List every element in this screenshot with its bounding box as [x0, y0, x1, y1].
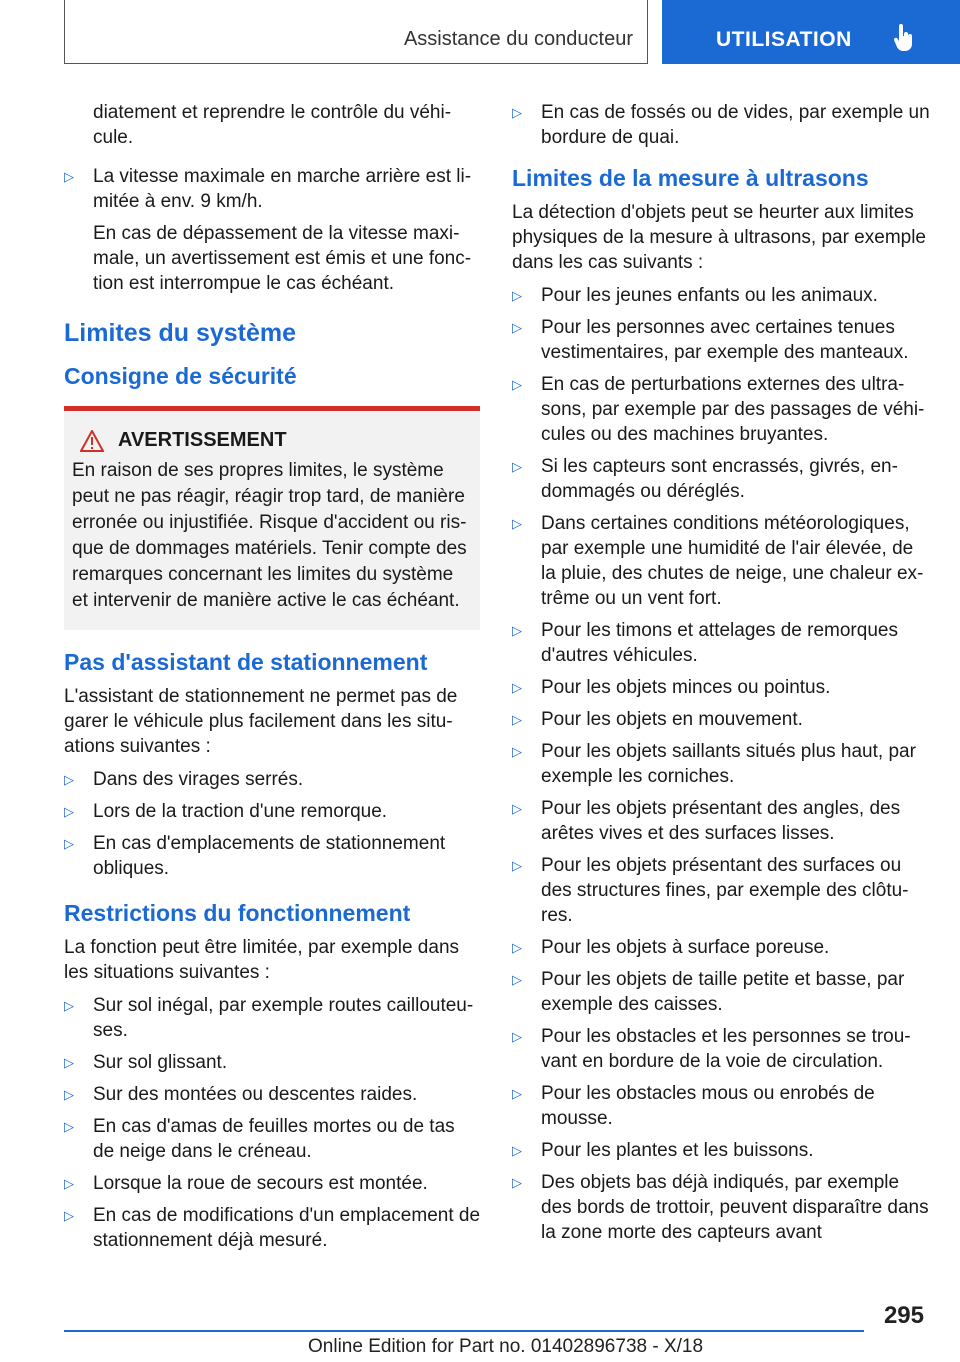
restrict-list [64, 993, 480, 1253]
footer-edition: Online Edition for Part no. 01402896738 - X/18 [308, 1336, 704, 1357]
triangle-bullet-icon: ▷ [64, 1087, 74, 1102]
warning-box [64, 406, 480, 630]
triangle-bullet-icon: ▷ [512, 459, 522, 474]
list-item-text: En cas d'emplacements de stationnement obliques. [93, 833, 446, 879]
list-item [512, 935, 932, 960]
triangle-bullet-icon: ▷ [512, 972, 522, 987]
list-item [64, 831, 480, 881]
triangle-bullet-icon: ▷ [512, 858, 522, 873]
warning-title: AVERTISSEMENT [118, 429, 287, 451]
triangle-bullet-icon: ▷ [512, 712, 522, 727]
list-item [512, 1138, 932, 1163]
triangle-bullet-icon: ▷ [512, 1143, 522, 1158]
list-item [512, 796, 932, 846]
triangle-bullet-icon: ▷ [64, 804, 74, 819]
triangle-bullet-icon: ▷ [512, 1029, 522, 1044]
list-item [512, 675, 932, 700]
list-item-text: Pour les objets à surface poreuse. [541, 937, 830, 958]
list-item [64, 1082, 480, 1107]
header-tab-label: UTILISATION [716, 28, 852, 51]
triangle-bullet-icon: ▷ [64, 1208, 74, 1223]
warning-text: En raison de ses propres limites, le système peut ne pas réagir, réagir trop tard, de manière erronée ou injustifiée. Risque d'accident ou ris-que de dommages matériels. Tenir compte des remarques concernant les limites du système et intervenir de manière active le cas échéant. [72, 460, 467, 611]
list-item [512, 618, 932, 668]
triangle-bullet-icon: ▷ [64, 1176, 74, 1191]
triangle-bullet-icon: ▷ [64, 998, 74, 1013]
triangle-bullet-icon: ▷ [512, 744, 522, 759]
list-item [512, 100, 932, 150]
list-item-text: La vitesse maximale en marche arrière est li-mitée à env. 9 km/h. [93, 166, 472, 212]
list-item-text: En cas d'amas de feuilles mortes ou de tas de neige dans le créneau. [93, 1116, 455, 1162]
list-item-text: Pour les objets présentant des angles, des arêtes vives et des surfaces lisses. [541, 798, 901, 844]
list-item [512, 1081, 932, 1131]
list-item-text: Pour les obstacles mous ou enrobés de mousse. [541, 1083, 875, 1129]
list-item-text: Dans certaines conditions météorologiques, par exemple une humidité de l'air élevée, de la pluie, des chutes de neige, une chaleur ex-trême ou un vent fort. [541, 513, 924, 609]
list-item-text: Pour les jeunes enfants ou les animaux. [541, 285, 878, 306]
list-item-text: Sur des montées ou descentes raides. [93, 1084, 418, 1105]
list-item [512, 1024, 932, 1074]
top-list [512, 100, 932, 150]
triangle-bullet-icon: ▷ [512, 516, 522, 531]
ultra-list [512, 283, 932, 1245]
triangle-bullet-icon: ▷ [512, 288, 522, 303]
speed-list [64, 164, 480, 296]
ultra-intro: La détection d'objets peut se heurter aux limites physiques de la mesure à ultrasons, par exemple dans les cas suivants : [512, 202, 927, 273]
list-item [512, 283, 932, 308]
header-tab-utilisation[interactable] [662, 0, 960, 64]
list-item [64, 1171, 480, 1196]
list-item-text: Pour les objets en mouvement. [541, 709, 803, 730]
list-item-text: Dans des virages serrés. [93, 769, 304, 790]
triangle-bullet-icon: ▷ [64, 169, 74, 184]
list-item-text: Pour les objets présentant des surfaces ou des structures fines, par exemple des clôtu-res. [541, 855, 909, 926]
triangle-bullet-icon: ▷ [512, 320, 522, 335]
heading-restrictions: Restrictions du fonctionnement [64, 900, 411, 926]
list-item-text: Des objets bas déjà indiqués, par exemple des bords de trottoir, peuvent disparaître dans la zone morte des capteurs avant [541, 1172, 929, 1243]
triangle-bullet-icon: ▷ [512, 940, 522, 955]
triangle-bullet-icon: ▷ [512, 105, 522, 120]
list-item-text: En cas de perturbations externes des ultra-sons, par exemple par des passages de véhi-cules ou des machines bruyantes. [541, 374, 925, 445]
triangle-bullet-icon: ▷ [512, 1086, 522, 1101]
list-item-text: Sur sol glissant. [93, 1052, 228, 1073]
list-item [512, 315, 932, 365]
heading-system-limits: Limites du système [64, 319, 297, 347]
list-item-text: Pour les timons et attelages de remorques d'autres véhicules. [541, 620, 898, 666]
triangle-bullet-icon: ▷ [512, 680, 522, 695]
continued-text: diatement et reprendre le contrôle du véhi-cule. [93, 102, 452, 148]
list-item [512, 454, 932, 504]
list-item-text: Pour les objets minces ou pointus. [541, 677, 831, 698]
list-item [512, 707, 932, 732]
list-item [512, 1170, 932, 1245]
left-column [64, 100, 480, 1260]
list-item-text: En cas de modifications d'un emplacement de stationnement déjà mesuré. [93, 1205, 481, 1251]
list-item-text: Lors de la traction d'une remorque. [93, 801, 388, 822]
warning-title-row [72, 429, 472, 452]
footer-divider [64, 1330, 864, 1332]
list-item [64, 1203, 480, 1253]
hand-pointer-icon [893, 24, 915, 52]
triangle-bullet-icon: ▷ [512, 801, 522, 816]
list-item-text: Pour les obstacles et les personnes se trou-vant en bordure de la voie de circulation. [541, 1026, 911, 1072]
list-item-text: Si les capteurs sont encrassés, givrés, en-dommagés ou déréglés. [541, 456, 898, 502]
list-item [64, 767, 480, 792]
list-item [512, 967, 932, 1017]
list-item-text: Pour les personnes avec certaines tenues vestimentaires, par exemple des manteaux. [541, 317, 909, 363]
heading-safety: Consigne de sécurité [64, 363, 297, 389]
list-item-text: En cas de fossés ou de vides, par exemple un bordure de quai. [541, 102, 930, 148]
triangle-bullet-icon: ▷ [64, 1119, 74, 1134]
list-item [64, 164, 480, 296]
list-item-text: Pour les objets de taille petite et basse, par exemple des caisses. [541, 969, 905, 1015]
triangle-bullet-icon: ▷ [64, 836, 74, 851]
header-section-box [64, 0, 648, 64]
warning-triangle-icon [80, 430, 104, 452]
list-item [64, 1050, 480, 1075]
triangle-bullet-icon: ▷ [64, 772, 74, 787]
list-item [512, 739, 932, 789]
list-item-text: Pour les plantes et les buissons. [541, 1140, 814, 1161]
list-item-text: Pour les objets saillants situés plus haut, par exemple les corniches. [541, 741, 916, 787]
list-item [512, 511, 932, 611]
triangle-bullet-icon: ▷ [64, 1055, 74, 1070]
triangle-bullet-icon: ▷ [512, 1175, 522, 1190]
heading-no-parking-assist: Pas d'assistant de stationnement [64, 649, 428, 675]
list-item [64, 1114, 480, 1164]
list-item [512, 853, 932, 928]
list-item-text: En cas de dépassement de la vitesse maxi-male, un avertissement est émis et une fonc-tion est interrompue le cas échéant. [93, 223, 472, 294]
no-assist-list [64, 767, 480, 881]
restrict-intro: La fonction peut être limitée, par exemple dans les situations suivantes : [64, 937, 460, 983]
list-item [512, 372, 932, 447]
list-item-text: Lorsque la roue de secours est montée. [93, 1173, 428, 1194]
list-item [64, 799, 480, 824]
header-section-title: Assistance du conducteur [403, 28, 633, 50]
triangle-bullet-icon: ▷ [512, 623, 522, 638]
heading-ultrasonic-limits: Limites de la mesure à ultrasons [512, 165, 869, 191]
right-column [512, 100, 932, 1252]
triangle-bullet-icon: ▷ [512, 377, 522, 392]
page-number: 295 [883, 1302, 924, 1329]
list-item [64, 993, 480, 1043]
list-item-text: Sur sol inégal, par exemple routes caillouteu-ses. [93, 995, 474, 1041]
no-assist-intro: L'assistant de stationnement ne permet pas de garer le véhicule plus facilement dans les situ-ations suivantes : [64, 686, 458, 757]
